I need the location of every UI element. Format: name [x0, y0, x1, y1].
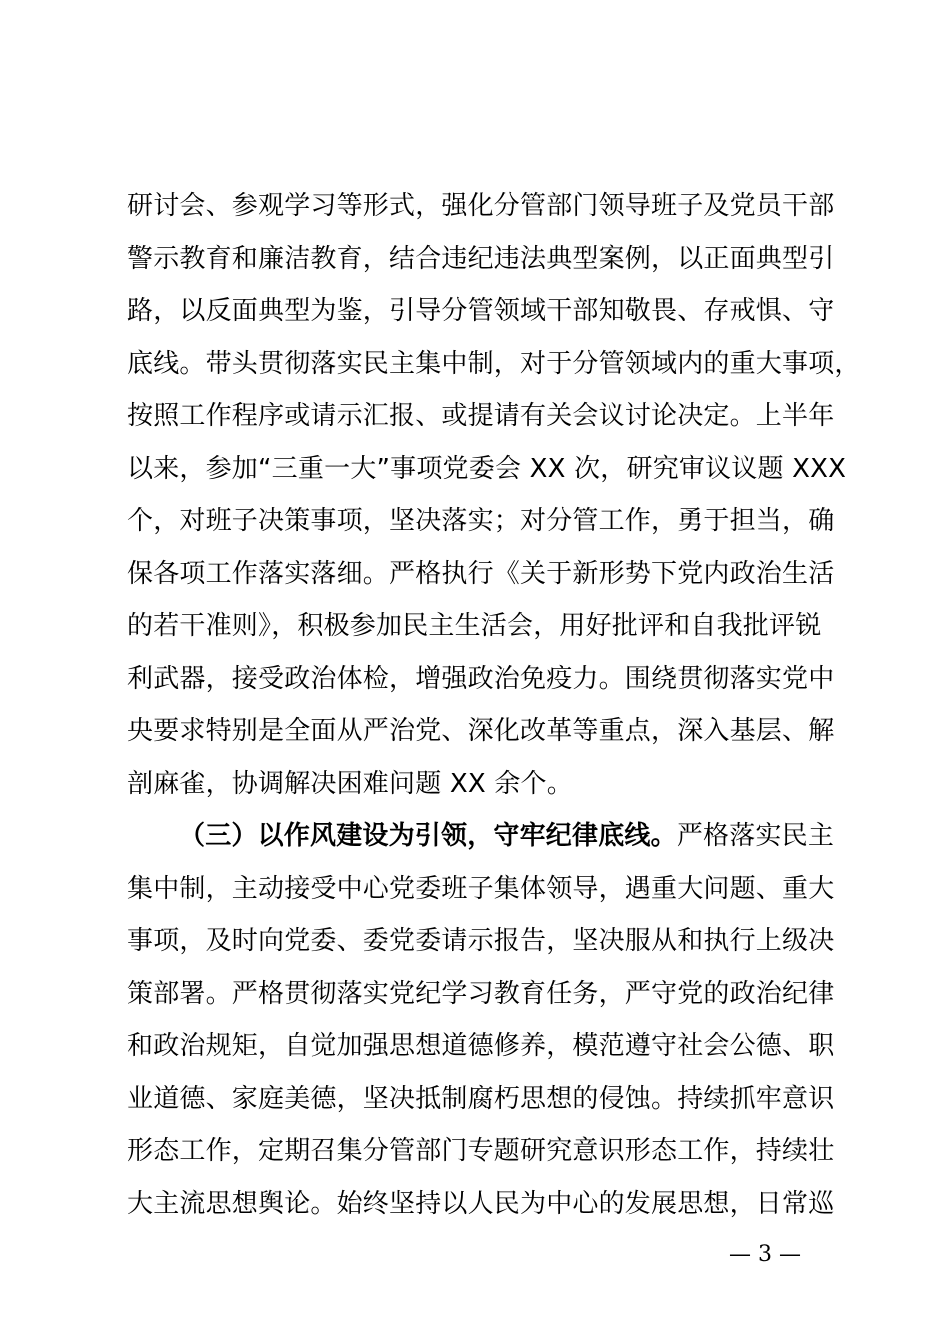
text-line: 形态工作，定期召集分管部门专题研究意识形态工作，持续壮	[127, 1136, 835, 1166]
text-line: 和政治规矩，自觉加强思想道德修养，模范遵守社会公德、职	[127, 1031, 835, 1061]
section-first-line	[127, 810, 847, 863]
text-line: 警示教育和廉洁教育，结合违纪违法典型案例，以正面典型引	[127, 243, 835, 274]
text-line: 研讨会、参观学习等形式，强化分管部门领导班子及党员干部	[127, 191, 835, 221]
section-heading: （三）以作风建设为引领，守牢纪律底线。	[179, 821, 677, 851]
text-line: 剖麻雀，协调解决困难问题 XX 余个。	[127, 768, 573, 799]
text-line: 集中制，主动接受中心党委班子集体领导，遇重大问题、重大	[127, 873, 835, 904]
section-first-line-text: 严格落实民主	[676, 821, 835, 851]
text-line: 央要求特别是全面从严治党、深化改革等重点，深入基层、解	[127, 716, 835, 746]
text-line: 个，对班子决策事项，坚决落实；对分管工作，勇于担当，确	[127, 506, 835, 536]
text-line: 策部署。严格贯彻落实党纪学习教育任务，严守党的政治纪律	[127, 978, 835, 1009]
body-text	[127, 180, 861, 1230]
page-number: — 3 —	[729, 1242, 801, 1267]
text-line: 的若干准则》，积极参加民主生活会，用好批评和自我批评锐	[127, 611, 822, 641]
text-line: 按照工作程序或请示汇报、或提请有关会议讨论决定。上半年	[127, 401, 835, 431]
text-line: 以来，参加“三重一大”事项党委会 XX 次，研究审议议题 XXX	[127, 453, 847, 484]
text-line: 业道德、家庭美德，坚决抵制腐朽思想的侵蚀。持续抓牢意识	[127, 1083, 835, 1114]
text-line: 事项，及时向党委、委党委请示报告，坚决服从和执行上级决	[127, 926, 835, 956]
text-line: 大主流思想舆论。始终坚持以人民为中心的发展思想，日常巡	[127, 1188, 835, 1219]
text-line: 路，以反面典型为鉴，引导分管领域干部知敬畏、存戒惧、守	[127, 296, 835, 326]
text-line: 保各项工作落实落细。严格执行《关于新形势下党内政治生活	[127, 558, 835, 589]
text-line: 底线。带头贯彻落实民主集中制，对于分管领域内的重大事项，	[127, 348, 861, 379]
text-line: 利武器，接受政治体检，增强政治免疫力。围绕贯彻落实党中	[127, 663, 835, 694]
